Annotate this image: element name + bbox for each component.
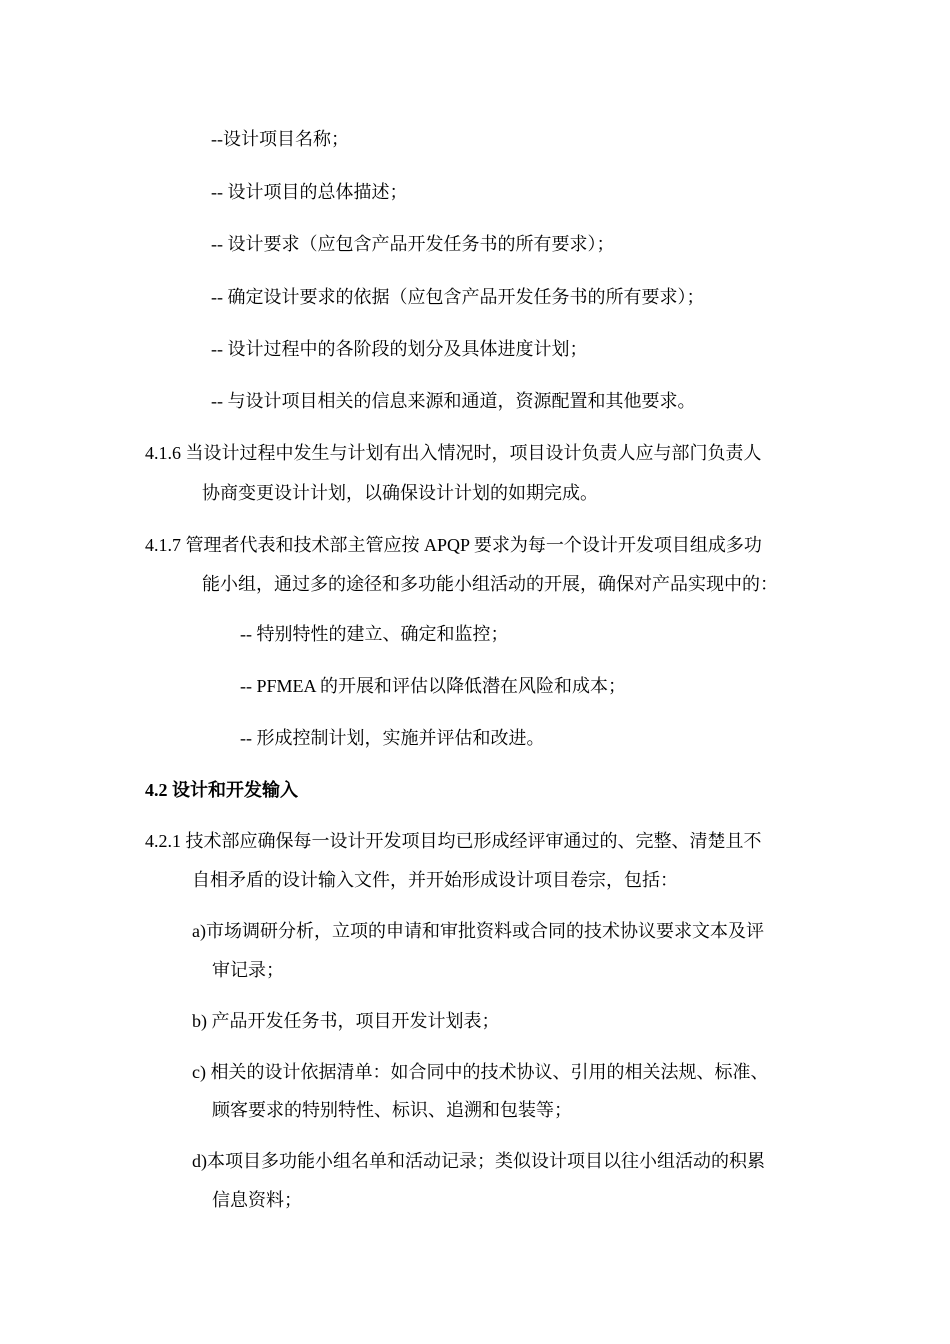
plan-item-stage-schedule: -- 设计过程中的各阶段的划分及具体进度计划； [211,339,588,359]
section-heading-4-2: 4.2 设计和开发输入 [145,780,298,800]
plan-item-design-requirements: -- 设计要求（应包含产品开发任务书的所有要求）； [211,234,615,254]
clause-4-1-6-line-1: 4.1.6 当设计过程中发生与计划有出入情况时，项目设计负责人应与部门负责人 [145,443,762,463]
plan-item-project-name: --设计项目名称； [211,129,349,149]
clause-4-1-6-line-2: 协商变更设计计划，以确保设计计划的如期完成。 [202,483,598,503]
item-c-line-2: 顾客要求的特别特性、标识、追溯和包装等； [212,1100,572,1120]
plan-item-information-resources: -- 与设计项目相关的信息来源和通道，资源配置和其他要求。 [211,391,696,411]
clause-4-1-7-item-pfmea: -- PFMEA 的开展和评估以降低潜在风险和成本； [240,676,627,696]
item-a-line-2: 审记录； [212,960,284,980]
clause-4-1-7-line-2: 能小组，通过多的途径和多功能小组活动的开展，确保对产品实现中的： [202,574,778,594]
item-b-line-1: b) 产品开发任务书，项目开发计划表； [192,1011,500,1031]
clause-4-1-7-item-control-plan: -- 形成控制计划，实施并评估和改进。 [240,728,545,748]
plan-item-overall-description: -- 设计项目的总体描述； [211,182,408,202]
plan-item-requirement-basis: -- 确定设计要求的依据（应包含产品开发任务书的所有要求）； [211,287,705,307]
clause-4-1-7-line-1: 4.1.7 管理者代表和技术部主管应按 APQP 要求为每一个设计开发项目组成多功 [145,535,762,555]
clause-4-2-1-line-1: 4.2.1 技术部应确保每一设计开发项目均已形成经评审通过的、完整、清楚且不 [145,831,762,851]
item-d-line-1: d)本项目多功能小组名单和活动记录；类似设计项目以往小组活动的积累 [192,1151,765,1171]
item-c-line-1: c) 相关的设计依据清单：如合同中的技术协议、引用的相关法规、标准、 [192,1062,769,1082]
clause-4-2-1-line-2: 自相矛盾的设计输入文件，并开始形成设计项目卷宗，包括： [192,870,678,890]
item-d-line-2: 信息资料； [212,1190,302,1210]
item-a-line-1: a)市场调研分析，立项的申请和审批资料或合同的技术协议要求文本及评 [192,921,764,941]
clause-4-1-7-item-special-characteristics: -- 特别特性的建立、确定和监控； [240,624,509,644]
